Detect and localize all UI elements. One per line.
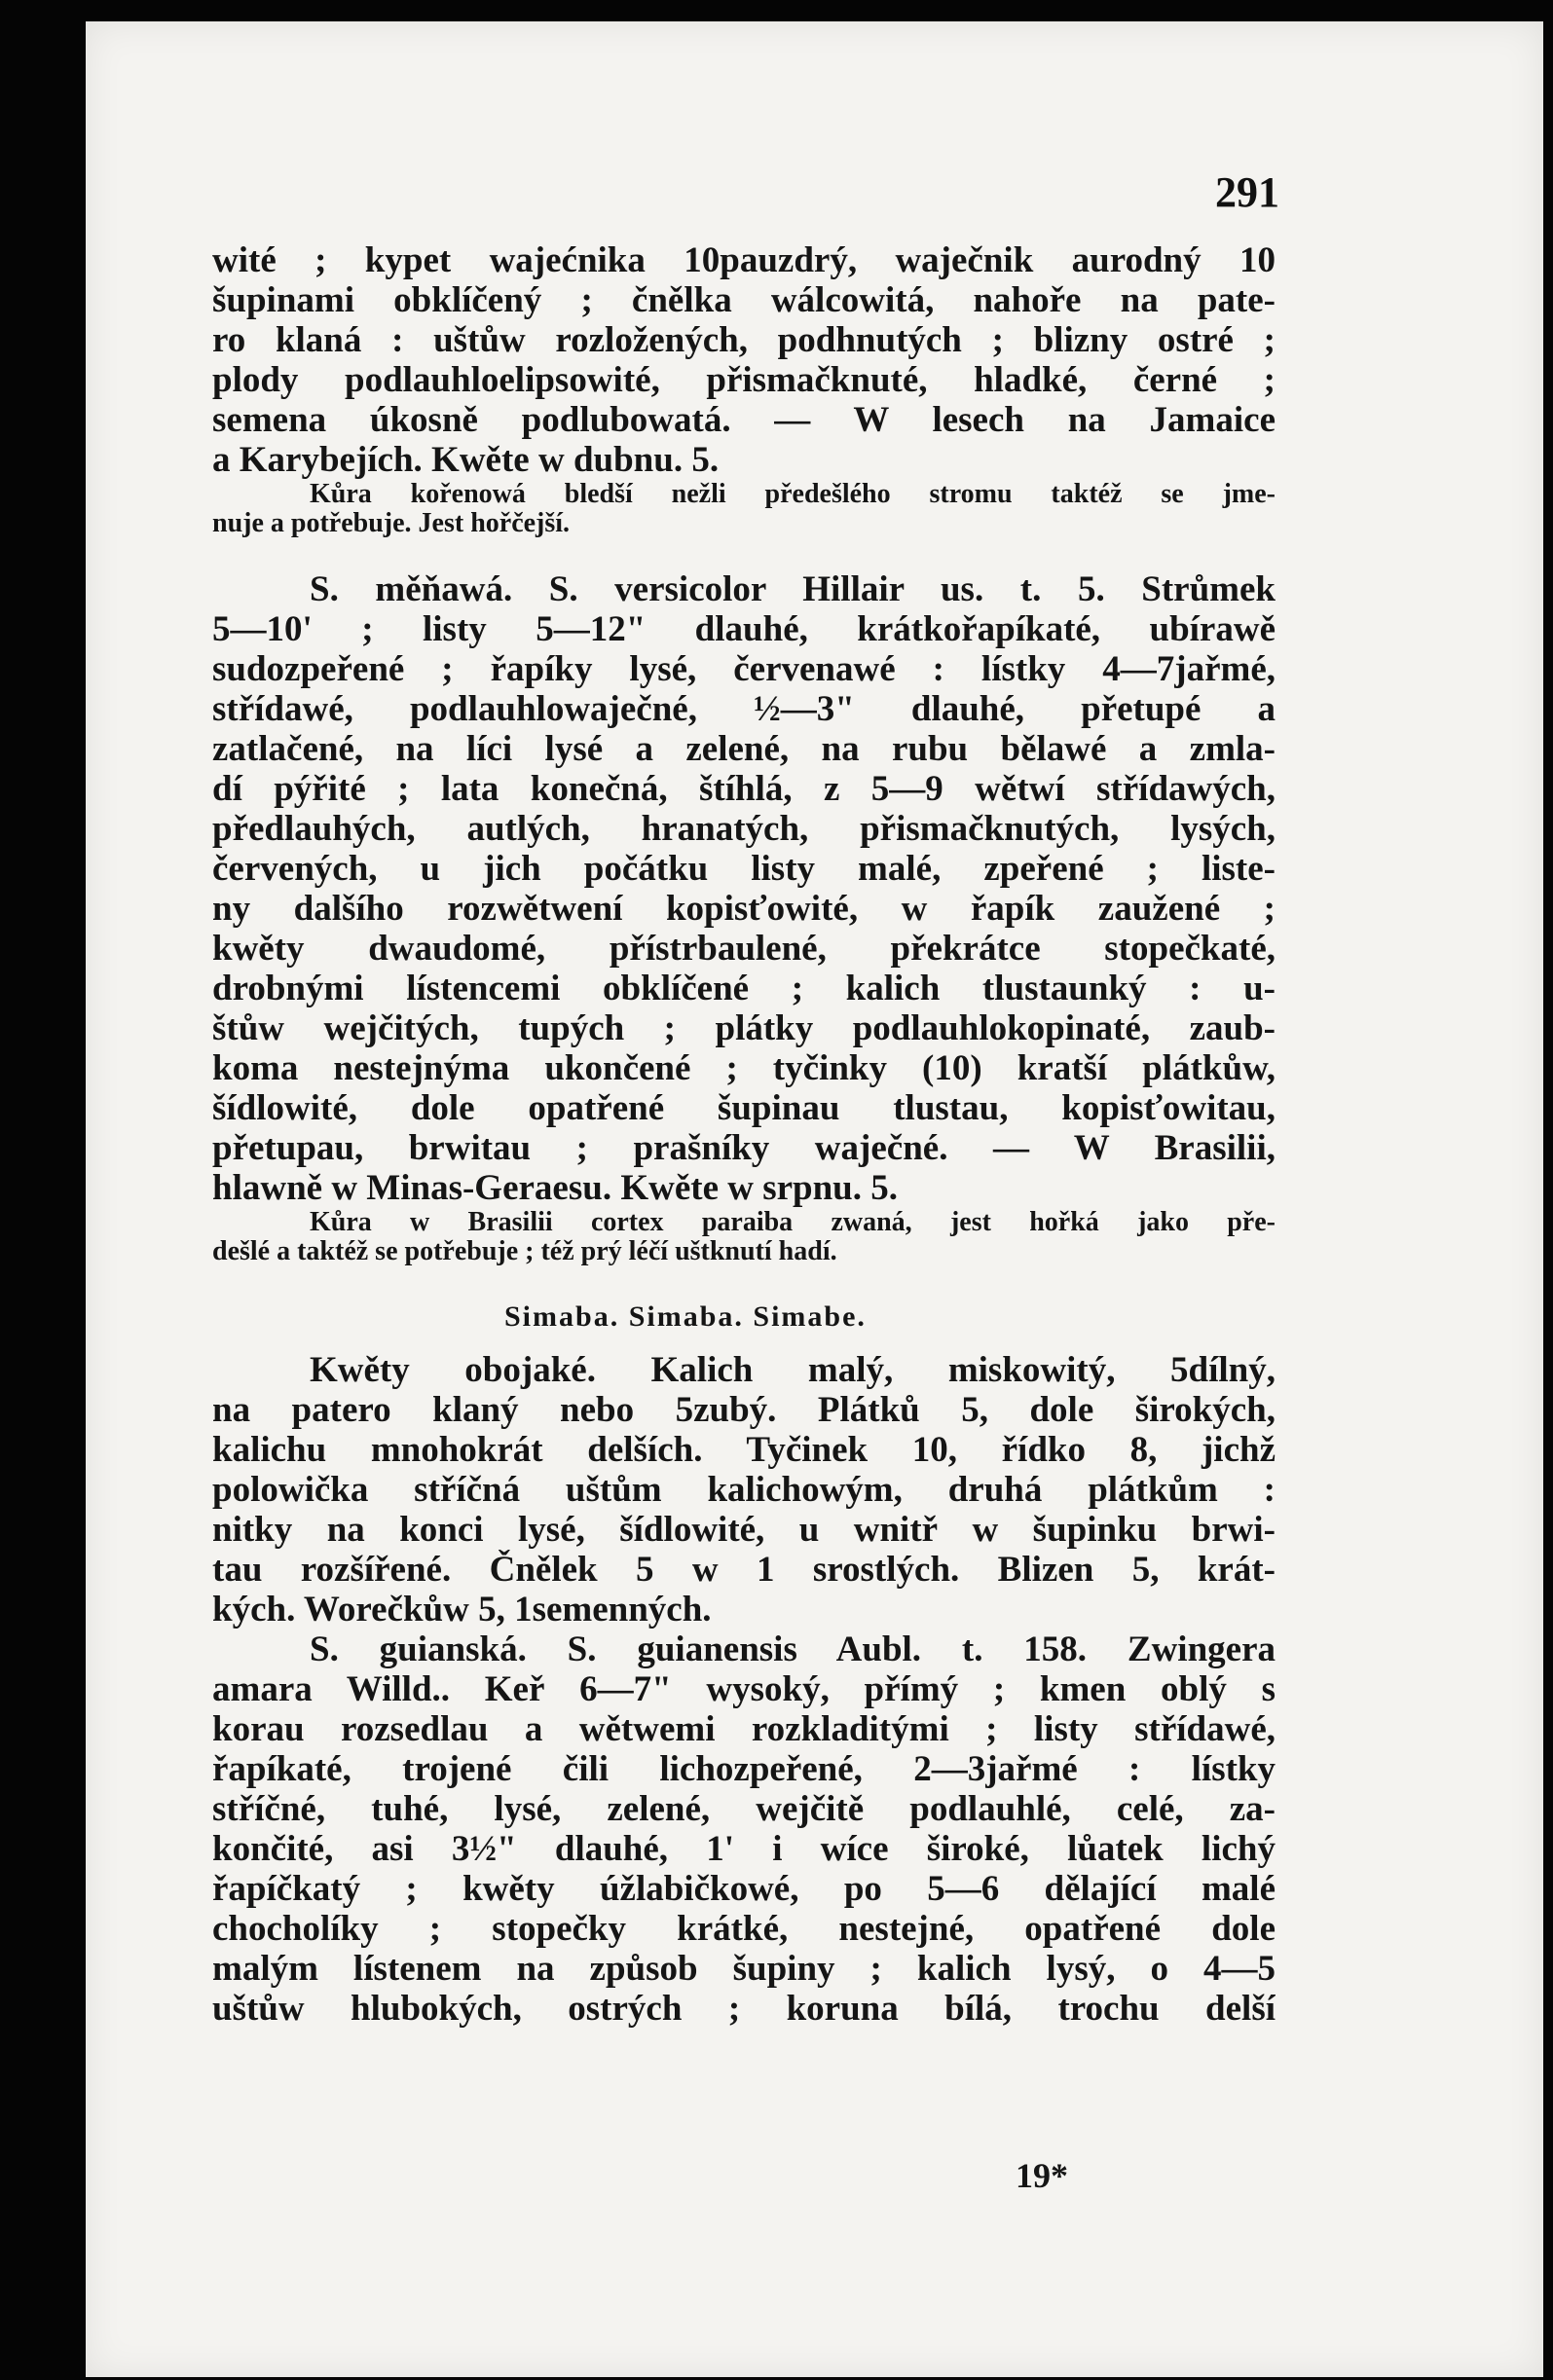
text-line: uštůw hlubokých, ostrých ; koruna bílá, trochu delší [212,1989,1276,2029]
note-line: Kůra kořenowá bledší nežli předešlého stromu taktéž se jme- [310,480,1276,509]
text-line: červených, u jich počátku listy malé, zpeřené ; liste- [212,849,1276,889]
text-line: štůw wejčitých, tupých ; plátky podlauhlokopinaté, zaub- [212,1008,1276,1048]
page-number: 291 [1215,168,1279,216]
text-line: stříčné, tuhé, lysé, zelené, wejčitě podlauhlé, celé, za- [212,1789,1276,1829]
text-line: řapíčkatý ; kwěty úžlabičkowé, po 5—6 dělající malé [212,1869,1276,1909]
text-line: kých. Worečkůw 5, 1semenných. [212,1590,712,1629]
text-line: kwěty dwaudomé, přístrbaulené, překrátce stopečkaté, [212,929,1276,969]
text-line: ny dalšího rozwětwení kopisťowité, w řapík zaužené ; [212,889,1276,929]
text-line: korau rozsedlau a wětwemi rozkladitými ; listy střídawé, [212,1709,1276,1749]
page-text [212,240,1276,2029]
note-line: Kůra w Brasilii cortex paraiba zwaná, jest hořká jako pře- [310,1208,1276,1237]
text-line: šídlowité, dole opatřené šupinau tlustau, kopisťowitau, [212,1088,1276,1128]
signature-mark: 19* [1016,2156,1068,2195]
text-line: S. guianská. S. guianensis Aubl. t. 158. Zwingera [310,1629,1276,1669]
text-line: šupinami obklíčený ; čnělka wálcowitá, nahoře na pate- [212,280,1276,320]
text-line: dí pýřité ; lata konečná, štíhlá, z 5—9 wětwí střídawých, [212,769,1276,809]
note-line: dešlé a taktéž se potřebuje ; též prý léčí uštknutí hadí. [212,1237,837,1266]
note-line: nuje a potřebuje. Jest hořčejší. [212,509,571,538]
text-line: drobnými lístencemi obklíčené ; kalich tlustaunký : u- [212,969,1276,1008]
text-line: řapíkaté, trojené čili lichozpeřené, 2—3jařmé : lístky [212,1749,1276,1789]
section-heading: Simaba. Simaba. Simabe. [504,1300,867,1333]
text-line: končité, asi 3½" dlauhé, 1' i wíce široké, lůatek lichý [212,1829,1276,1869]
text-line: amara Willd.. Keř 6—7" wysoký, přímý ; kmen oblý s [212,1669,1276,1709]
text-line: na patero klaný nebo 5zubý. Plátků 5, dole širokých, [212,1390,1276,1430]
text-line: polowička stříčná uštům kalichowým, druhá plátkům : [212,1470,1276,1510]
text-line: kalichu mnohokrát delších. Tyčinek 10, řídko 8, jichž [212,1430,1276,1470]
text-line: nitky na konci lysé, šídlowité, u wnitř w šupinku brwi- [212,1510,1276,1550]
text-line: sudozpeřené ; řapíky lysé, červenawé : lístky 4—7jařmé, [212,649,1276,689]
text-line: hlawně w Minas-Geraesu. Kwěte w srpnu. 5. [212,1168,899,1208]
text-line: wité ; kypet wajećnika 10pauzdrý, waječnik aurodný 10 [212,240,1276,280]
text-line: koma nestejnýma ukončené ; tyčinky (10) kratší plátkůw, [212,1048,1276,1088]
text-line: plody podlauhloelipsowité, přismačknuté, hladké, černé ; [212,360,1276,400]
text-line: a Karybejích. Kwěte w dubnu. 5. [212,440,720,480]
text-line: 5—10' ; listy 5—12" dlauhé, krátkořapíkaté, ubírawě [212,609,1276,649]
book-page [86,21,1543,2377]
text-line: chocholíky ; stopečky krátké, nestejné, opatřené dole [212,1909,1276,1949]
text-line: přetupau, brwitau ; prašníky waječné. — W Brasilii, [212,1128,1276,1168]
text-line: tau rozšířené. Čnělek 5 w 1 srostlých. Blizen 5, krát- [212,1550,1276,1590]
text-line: střídawé, podlauhlowaječné, ½—3" dlauhé, přetupé a [212,689,1276,729]
text-line: S. měňawá. S. versicolor Hillair us. t. 5. Strůmek [310,569,1276,609]
text-line: semena úkosně podlubowatá. — W lesech na Jamaice [212,400,1276,440]
text-line: předlauhých, autlých, hranatých, přismačknutých, lysých, [212,809,1276,849]
text-line: ro klaná : uštůw rozložených, podhnutých ; blizny ostré ; [212,320,1276,360]
text-line: malým lístenem na způsob šupiny ; kalich lysý, o 4—5 [212,1949,1276,1989]
text-line: zatlačené, na líci lysé a zelené, na rubu bělawé a zmla- [212,729,1276,769]
text-line: Kwěty obojaké. Kalich malý, miskowitý, 5dílný, [310,1350,1276,1390]
